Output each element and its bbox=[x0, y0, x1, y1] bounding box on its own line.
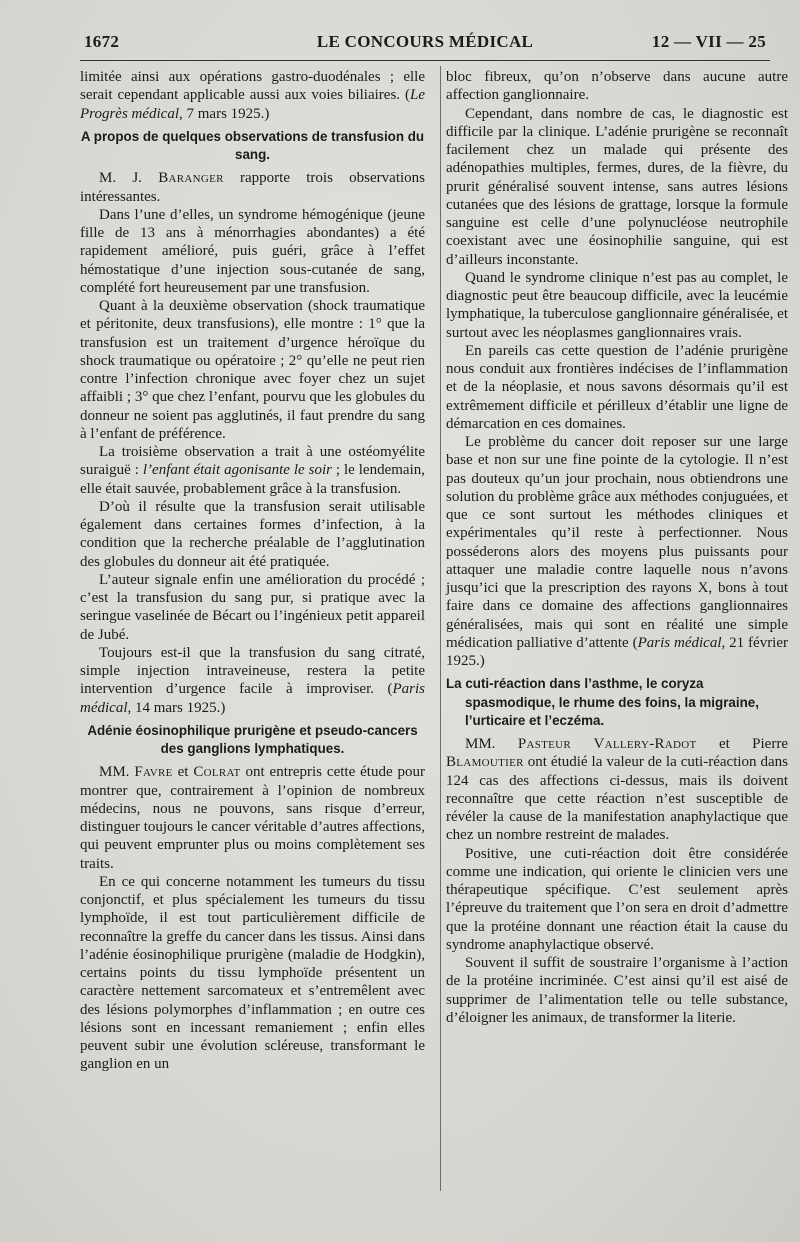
author-name: Pasteur Vallery-Radot bbox=[517, 736, 697, 752]
paragraph: En ce qui concerne notamment les tumeurs du tissu conjonctif, et plus spécialement les tumeurs du tissu lymphoïde, il est tout particulièrement difficile de reconnaître la greffe du cancer dans les tissus. Ainsi dans l’adénie éosinophilique prurigène (maladie de Hodgkin), certains points du tissu lymphoïde présentent un caractère nettement sarcomateux et s’entremêlent avec des lésions polymorphes d’inflammation ; en outre ces lésions sont en incessant remaniement ; enfin elles peuvent subir une évolution scléreuse, transformant le ganglion en un bbox=[80, 873, 425, 1073]
author-name: Favre bbox=[134, 764, 173, 781]
paragraph: La troisième observation a trait à une ostéomyélite suraiguë : l’enfant était agonisante le soir ; le lendemain, elle était sauvée, probablement grâce à la transfusion. bbox=[80, 444, 425, 497]
paragraph: D’où il résulte que la transfusion serait utilisable également dans certaines formes d’infection, à la condition que la recherche préalable de l’agglutination des globules du donneur ait été pratiquée. bbox=[80, 498, 425, 570]
paragraph: M. J. Baranger rapporte trois observations intéressantes. bbox=[80, 170, 425, 205]
citation-source: Paris médical bbox=[80, 681, 425, 716]
journal-title: LE CONCOURS MÉDICAL bbox=[316, 32, 534, 51]
paragraph: Cependant, dans nombre de cas, le diagnostic est difficile par la clinique. L’adénie prurigène se reconnaît facilement chez un malade qui présente des adénopathies multiples, fermes, dures, de la fièvre, du prurit généralisé souvent intense, sans autres lésions cutanées que des lésions de grattage, lorsque la formule sanguine est celle d’une polynucléose neutrophile coexistant avec une éosinophilie sanguine, qui est d’ailleurs inconstante. bbox=[446, 105, 788, 268]
author-name: Baranger bbox=[158, 170, 224, 187]
section-heading-transfusion: A propos de quelques observations de transfusion du sang. bbox=[80, 128, 425, 162]
left-column bbox=[80, 68, 425, 1074]
paragraph: Souvent il suffit de soustraire l’organisme à l’action de la protéine incriminée. C’est ainsi qu’il est aisé de supprimer de l’alimentation telle ou telle substance, d’éloigner les animaux, de transformer la literie. bbox=[446, 955, 788, 1026]
section-heading-adenie: Adénie éosinophilique prurigène et pseudo-cancers des ganglions lymphatiques. bbox=[87, 722, 418, 756]
page-number: 1672 bbox=[84, 32, 120, 51]
continued-paragraph: bloc fibreux, qu’on n’observe dans aucune autre affection ganglionnaire. bbox=[446, 69, 788, 104]
section-heading-cuti-reaction: La cuti-réaction dans l’asthme, le coryza spasmodique, le rhume des foins, la migraine, l’urticaire et l’eczéma. bbox=[446, 676, 759, 728]
citation-source: Paris médical bbox=[637, 634, 722, 651]
paragraph: MM. Pasteur Vallery-Radot et Pierre Blamoutier ont étudié la valeur de la cuti-réaction dans 124 cas des affections ci-dessus, mais ils doivent reconnaître que cette réaction n’est susceptible de révéler la cause de la manifestation anaphylactique que chez un nombre restreint de malades. bbox=[446, 736, 788, 844]
paragraph: Quant à la deuxième observation (shock traumatique et péritonite, deux transfusions), elle montre : 1° que la transfusion est un traitement d’urgence héroïque du shock traumatique ou opératoire ; 2° qu’elle ne peut rien contre l’infection chronique avec foyer chez un sujet affaibli ; 3° que chez l’enfant, pourvu que les globules du donneur ne soient pas agglutinés, il faut prendre du sang à l’enfant de préférence. bbox=[80, 298, 425, 442]
paragraph: L’auteur signale enfin une amélioration du procédé ; c’est la transfusion du sang pur, si pratique avec la seringue vaselinée de Bécart ou l’ingénieux petit appareil de Jubé. bbox=[80, 571, 425, 643]
citation-source: Le Progrès médical bbox=[80, 87, 425, 122]
author-name: Colrat bbox=[193, 764, 241, 781]
running-header bbox=[84, 32, 766, 56]
paragraph: Le problème du cancer doit reposer sur une large base et non sur une fine pointe de la cytologie. Il n’est pas douteux qu’un jour prochain, nous obtiendrons une solution du problème grâce aux méthodes conjuguées, et que ce sont surtout les méthodes cliniques et expérimentales qu’il reste à perfectionner. Nous posséderons alors des moyens plus puissants pour attaquer une maladie contre laquelle nous n’avons jusqu’ici que la prescription des rayons X, bons à tout faire dans ce domaine des affections ganglionnaires généralisées, mais qui sont en réalité une simple médication palliative d’attente (Paris médical, 21 février 1925.) bbox=[446, 434, 789, 669]
author-name: Blamoutier bbox=[446, 754, 524, 771]
paragraph: Dans l’une d’elles, un syndrome hémogénique (jeune fille de 13 ans à ménorrhagies abondantes) a été rapidement amélioré, puis guéri, grâce à l’effet hémostatique d’une injection sous-cutanée de sang, complété fort heureusement par une transfusion. bbox=[80, 206, 425, 296]
right-column bbox=[446, 68, 788, 1027]
paragraph: En pareils cas cette question de l’adénie prurigène nous conduit aux frontières indécises de l’inflammation et de la néoplasie, et nous savons désormais qu’il est extrêmement difficile et périlleux d’établir une ligne de démarcation en ces domaines. bbox=[446, 342, 788, 432]
paragraph: Quand le syndrome clinique n’est pas au complet, le diagnostic peut être beaucoup difficile, avec la leucémie lymphatique, la tuberculose ganglionnaire généralisée, et surtout avec les néoplasmes ganglionnaires vrais. bbox=[446, 269, 788, 341]
paragraph: Positive, une cuti-réaction doit être considérée comme une indication, qui oriente le clinicien vers une thérapeutique spécifique. C’est seulement après l’épreuve du traitement que l’on sera en droit d’admettre que la protéine donnant une réaction était la cause du syndrome anaphylactique observé. bbox=[446, 845, 788, 953]
paragraph: MM. Favre et Colrat ont entrepris cette étude pour montrer que, contrairement à l’opinion de nombreux médecins, nous ne pouvons, sans risque d’erreur, distinguer toujours le cancer véritable d’autres affections, qui peuvent emprunter plus ou moins complètement ses traits. bbox=[80, 764, 426, 872]
continued-paragraph: limitée ainsi aux opérations gastro-duodénales ; elle serait cependant applicable aussi aux voies biliaires. (Le Progrès médical, 7 mars 1925.) bbox=[80, 69, 425, 122]
paragraph: Toujours est-il que la transfusion du sang citraté, simple injection intraveineuse, restera la petite intervention d’urgence facile à improviser. (Paris médical, 14 mars 1925.) bbox=[80, 644, 425, 716]
column-divider bbox=[440, 66, 441, 1191]
issue-date: 12 — VII — 25 bbox=[651, 32, 766, 51]
header-rule bbox=[80, 60, 770, 61]
